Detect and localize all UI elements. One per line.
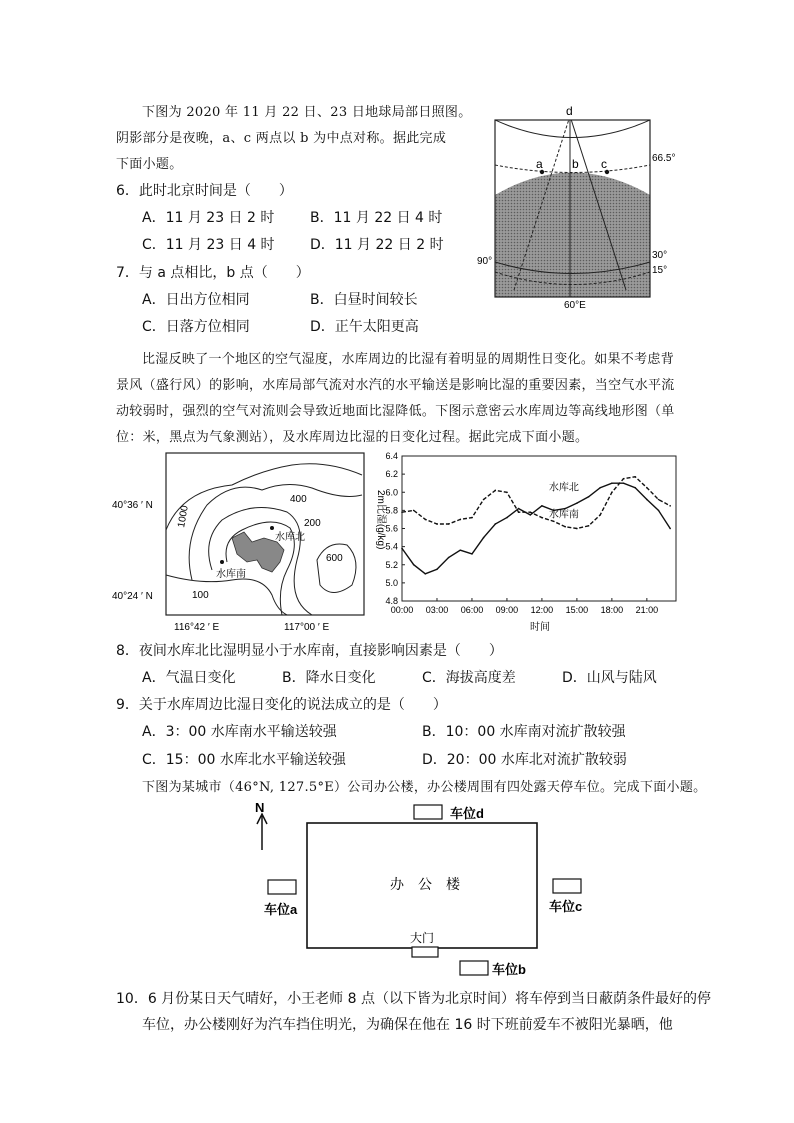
label-15: 15° bbox=[652, 265, 668, 276]
chart-y-axis-label: 2m比湿(g/kg) bbox=[375, 490, 386, 550]
series-label-north: 水库北 bbox=[548, 482, 579, 494]
x-tick-label: 21:00 bbox=[635, 605, 659, 615]
series-line-south bbox=[402, 483, 670, 574]
data-point-north bbox=[658, 499, 660, 501]
y-tick-label: 5.4 bbox=[385, 541, 398, 552]
x-tick-label: 18:00 bbox=[600, 605, 624, 615]
y-tick-label: 5.2 bbox=[385, 559, 398, 570]
parking-slot-c bbox=[553, 879, 581, 893]
label-66-5: 66.5° bbox=[652, 153, 676, 164]
y-tick-label: 6.4 bbox=[385, 451, 398, 461]
q8-stem: 8．夜间水库北比湿明显小于水库南，直接影响因素是（ ） bbox=[116, 643, 503, 659]
data-point-south bbox=[611, 482, 613, 484]
data-point-south bbox=[401, 548, 403, 550]
data-point-north bbox=[529, 511, 531, 513]
lat-bottom-label: 40°24 ′ N bbox=[112, 591, 153, 602]
data-point-north bbox=[623, 478, 625, 480]
y-tick-label: 6.2 bbox=[385, 469, 398, 480]
data-point-north bbox=[471, 517, 473, 519]
data-point-south bbox=[483, 537, 485, 539]
q6-option-a[interactable]: A．11 月 23 日 2 时 bbox=[142, 210, 275, 226]
data-point-north bbox=[634, 476, 636, 478]
station-north-label: 水库北 bbox=[275, 532, 305, 543]
x-tick-label: 12:00 bbox=[530, 605, 554, 615]
q9-option-d[interactable]: D．20：00 水库北对流扩散较弱 bbox=[422, 752, 627, 768]
slot-c-label: 车位c bbox=[549, 899, 583, 914]
contour-label-100: 100 bbox=[192, 590, 209, 601]
q6-option-d[interactable]: D．11 月 22 日 2 时 bbox=[310, 237, 444, 253]
station-south-dot bbox=[220, 560, 224, 564]
parking-slot-a bbox=[268, 880, 296, 894]
series-label-south: 水库南 bbox=[548, 509, 579, 521]
north-label: N bbox=[255, 800, 265, 815]
data-point-north bbox=[576, 528, 578, 530]
data-point-south bbox=[471, 553, 473, 555]
q7-option-a[interactable]: A．日出方位相同 bbox=[142, 292, 250, 308]
x-tick-label: 00:00 bbox=[390, 605, 414, 615]
data-point-south bbox=[436, 568, 438, 570]
q9-option-a[interactable]: A．3：00 水库南水平输送较强 bbox=[142, 724, 337, 740]
q6-stem: 6．此时北京时间是（ ） bbox=[116, 183, 293, 199]
data-point-north bbox=[448, 523, 450, 525]
y-tick-label: 6.0 bbox=[385, 487, 398, 498]
q10-line2: 车位，办公楼刚好为汽车挡住明光，为确保在他在 16 时下班前爱车不被阳光暴晒，他 bbox=[142, 1017, 673, 1033]
label-d: d bbox=[566, 104, 573, 118]
chart-x-axis-label: 时间 bbox=[530, 622, 550, 633]
contour-label-1000: 1000 bbox=[176, 504, 191, 529]
data-point-south bbox=[494, 523, 496, 525]
x-tick-label: 15:00 bbox=[565, 605, 589, 615]
specific-humidity-chart bbox=[370, 450, 682, 635]
data-point-north bbox=[518, 511, 520, 513]
data-point-south bbox=[658, 510, 660, 512]
data-point-north bbox=[436, 523, 438, 525]
q9-option-c[interactable]: C．15：00 水库北水平输送较强 bbox=[142, 752, 346, 768]
data-point-north bbox=[413, 510, 415, 512]
data-point-south bbox=[576, 502, 578, 504]
intro2-line2: 景风（盛行风）的影响，水库局部气流对水汽的水平输送是影响比湿的重要因素，当空气水平流 bbox=[116, 378, 675, 393]
data-point-north bbox=[506, 491, 508, 493]
data-point-north bbox=[669, 505, 671, 507]
gate-label: 大门 bbox=[410, 931, 435, 945]
q9-option-b[interactable]: B．10：00 水库南对流扩散较强 bbox=[422, 724, 626, 740]
data-point-north bbox=[483, 499, 485, 501]
data-point-south bbox=[413, 564, 415, 566]
parking-slot-b bbox=[460, 961, 488, 975]
data-point-north bbox=[564, 526, 566, 528]
label-b: b bbox=[572, 157, 579, 171]
data-point-north bbox=[553, 520, 555, 522]
intro3: 下图为某城市（46°N, 127.5°E）公司办公楼，办公楼周围有四处露天停车位。完成下面小题。 bbox=[142, 780, 707, 795]
data-point-south bbox=[541, 505, 543, 507]
data-point-south bbox=[669, 528, 671, 530]
data-point-north bbox=[494, 490, 496, 492]
station-south-label: 水库南 bbox=[216, 569, 246, 580]
y-tick-label: 5.6 bbox=[385, 523, 398, 534]
q6-option-c[interactable]: C．11 月 23 日 4 时 bbox=[142, 237, 275, 253]
q7-stem: 7．与 a 点相比，b 点（ ） bbox=[116, 265, 310, 281]
data-point-south bbox=[623, 482, 625, 484]
data-point-north bbox=[425, 519, 427, 521]
x-tick-label: 03:00 bbox=[425, 605, 449, 615]
q8-option-b[interactable]: B．降水日变化 bbox=[282, 670, 376, 686]
y-tick-label: 4.8 bbox=[385, 596, 398, 606]
contour-label-400: 400 bbox=[290, 494, 307, 505]
chart-plot-frame bbox=[402, 456, 676, 601]
building-label: 办 公 楼 bbox=[390, 876, 460, 892]
data-point-south bbox=[529, 514, 531, 516]
q10-line1: 10．6 月份某日天气晴好，小王老师 8 点（以下皆为北京时间）将车停到当日蔽荫条件最好的停 bbox=[116, 991, 711, 1007]
lon-left-label: 116°42 ′ E bbox=[174, 622, 220, 633]
q8-option-d[interactable]: D．山风与陆风 bbox=[562, 670, 657, 686]
data-point-south bbox=[459, 549, 461, 551]
label-a: a bbox=[536, 157, 543, 171]
intro2-line3: 动较弱时，强烈的空气对流则会导致近地面比湿降低。下图示意密云水库周边等高线地形图（单 bbox=[116, 404, 675, 419]
y-tick-label: 5.0 bbox=[385, 577, 398, 588]
label-30: 30° bbox=[652, 250, 668, 261]
slot-d-label: 车位d bbox=[450, 806, 484, 821]
station-north-dot bbox=[270, 526, 274, 530]
data-point-south bbox=[448, 557, 450, 559]
data-point-south bbox=[634, 487, 636, 489]
data-point-south bbox=[646, 499, 648, 501]
q7-option-b[interactable]: B．白昼时间较长 bbox=[310, 292, 418, 308]
slot-a-label: 车位a bbox=[264, 902, 298, 917]
q7-option-d[interactable]: D．正午太阳更高 bbox=[310, 319, 419, 335]
lat-top-label: 40°36 ′ N bbox=[112, 500, 153, 511]
y-tick-label: 5.8 bbox=[385, 505, 398, 516]
data-point-north bbox=[611, 491, 613, 493]
contour-label-200: 200 bbox=[304, 518, 321, 529]
x-tick-label: 06:00 bbox=[460, 605, 484, 615]
q8-option-c[interactable]: C．海拔高度差 bbox=[422, 670, 516, 686]
intro1-line1: 下图为 2020 年 11 月 22 日、23 日地球局部日照图。 bbox=[142, 105, 472, 120]
data-point-north bbox=[401, 511, 403, 513]
contour-map bbox=[112, 450, 374, 635]
q8-option-a[interactable]: A．气温日变化 bbox=[142, 670, 236, 686]
data-point-south bbox=[425, 573, 427, 575]
parking-slot-d bbox=[414, 805, 442, 819]
data-point-south bbox=[506, 517, 508, 519]
label-90: 90° bbox=[477, 256, 493, 267]
label-c: c bbox=[601, 157, 607, 171]
label-60e: 60°E bbox=[564, 300, 586, 311]
slot-b-label: 车位b bbox=[492, 962, 526, 977]
data-point-north bbox=[588, 525, 590, 527]
q7-option-c[interactable]: C．日落方位相同 bbox=[142, 319, 250, 335]
contour-label-600: 600 bbox=[326, 553, 343, 564]
intro2-line4: 位：米，黑点为气象测站），及水库周边比湿的日变化过程。据此完成下面小题。 bbox=[116, 430, 589, 445]
parking-diagram bbox=[250, 798, 590, 982]
intro1-line3: 下面小题。 bbox=[116, 157, 183, 172]
data-point-south bbox=[599, 487, 601, 489]
data-point-south bbox=[518, 508, 520, 510]
lon-right-label: 117°00 ′ E bbox=[284, 622, 330, 633]
q6-option-b[interactable]: B．11 月 22 日 4 时 bbox=[310, 210, 443, 226]
q9-stem: 9．关于水库周边比湿日变化的说法成立的是（ ） bbox=[116, 697, 447, 713]
intro1-line2: 阴影部分是夜晚，a、c 两点以 b 为中点对称。据此完成 bbox=[116, 131, 447, 146]
data-point-south bbox=[588, 496, 590, 498]
illumination-diagram bbox=[474, 100, 684, 312]
series-line-north bbox=[402, 477, 670, 529]
data-point-north bbox=[646, 487, 648, 489]
data-point-north bbox=[459, 519, 461, 521]
intro2-line1: 比湿反映了一个地区的空气湿度，水库周边的比湿有着明显的周期性日变化。如果不考虑背 bbox=[142, 352, 675, 367]
data-point-north bbox=[541, 517, 543, 519]
data-point-north bbox=[599, 514, 601, 516]
gate bbox=[412, 947, 438, 957]
x-tick-label: 09:00 bbox=[495, 605, 519, 615]
